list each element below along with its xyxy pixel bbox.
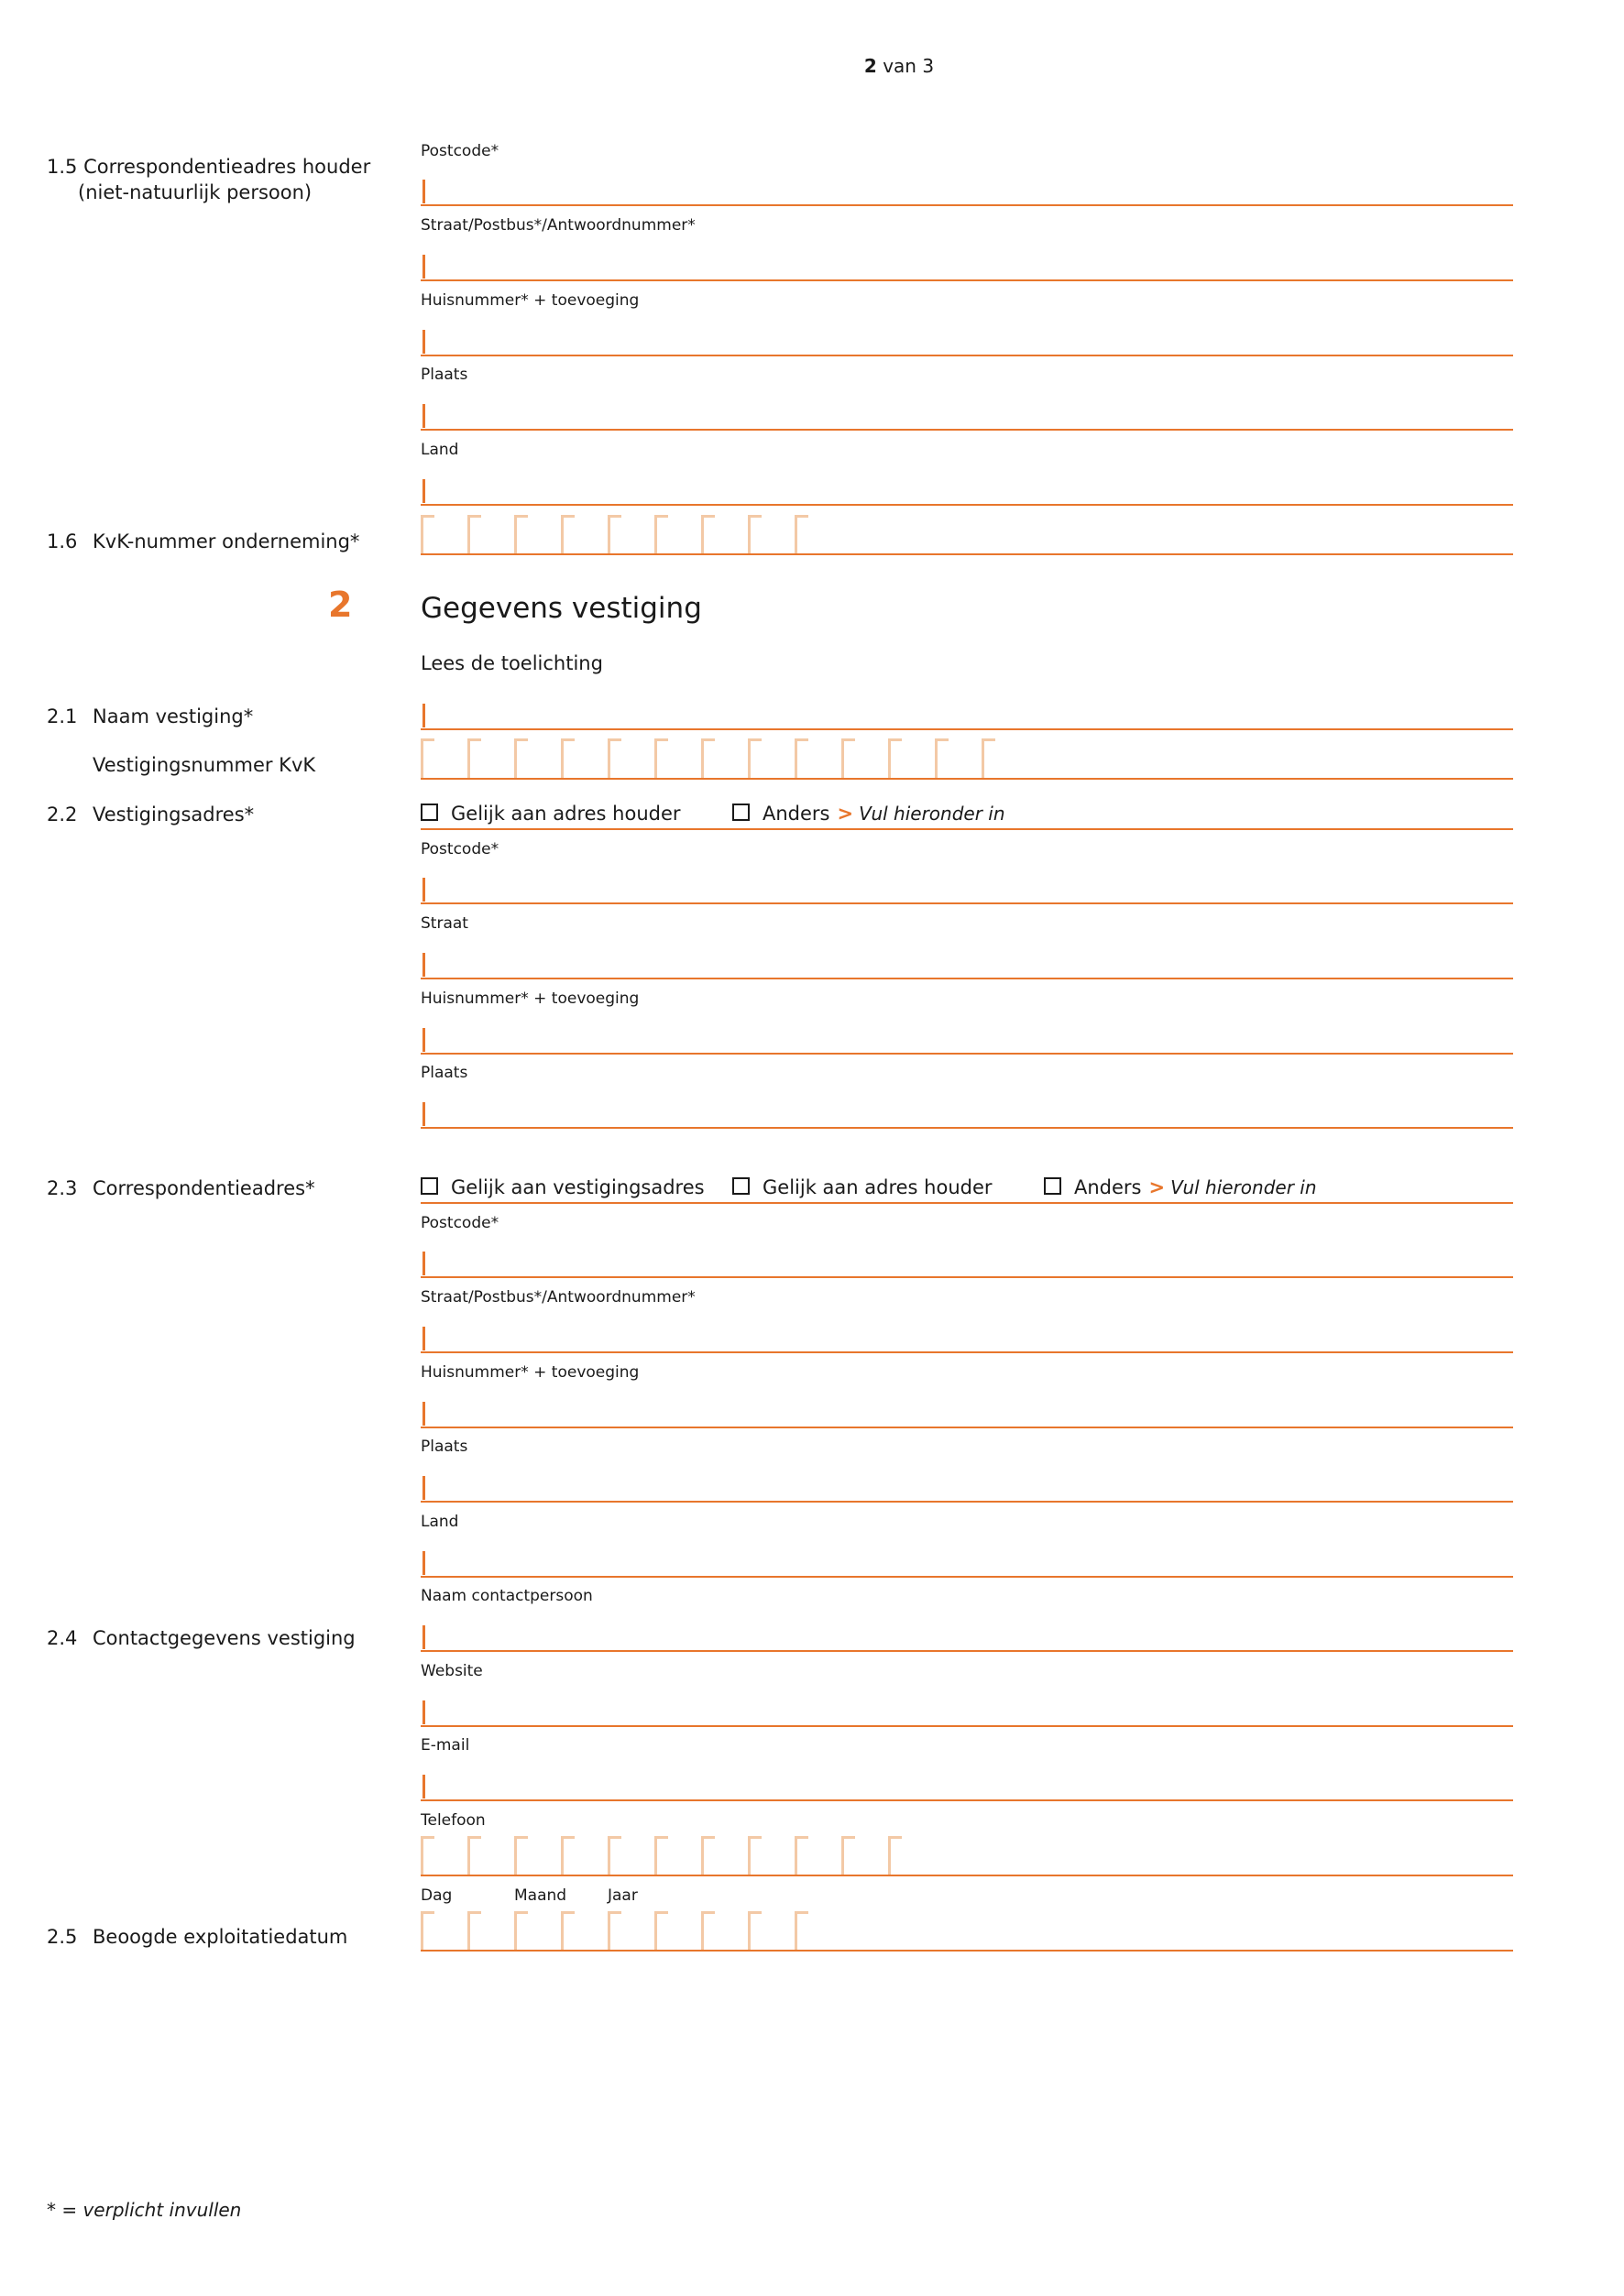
checkbox[interactable] (421, 804, 438, 821)
vestigingsadres-options-line (421, 828, 1513, 830)
corr-plaats-input[interactable] (421, 1501, 1513, 1503)
comb-cell (421, 738, 434, 778)
comb-cell (795, 738, 808, 778)
date-label-dag: Dag (421, 1886, 453, 1905)
naam-vestiging-input[interactable] (421, 728, 1513, 730)
option-gelijk-vestigingsadres[interactable]: Gelijk aan vestigingsadres (421, 1176, 705, 1198)
comb-cell (467, 738, 481, 778)
section-title: Gegevens vestiging (421, 592, 702, 625)
field-label-huisnummer: Huisnummer* + toevoeging (421, 291, 640, 310)
q25-label: 2.5 Beoogde exploitatiedatum (47, 1926, 348, 1948)
footer-note: * = verplicht invullen (47, 2199, 242, 2221)
text-cursor (422, 1102, 425, 1126)
option-gelijk-adres-houder[interactable]: Gelijk aan adres houder (421, 803, 681, 825)
field-label-land: Land (421, 441, 459, 459)
field-label-huisnummer: Huisnummer* + toevoeging (421, 1363, 640, 1382)
field-label-land: Land (421, 1513, 459, 1531)
comb-cell (935, 738, 949, 778)
arrow-right-icon: > (1148, 1176, 1166, 1198)
comb-cell (888, 1836, 902, 1875)
comb-cell (467, 1836, 481, 1875)
field-label-plaats: Plaats (421, 1064, 468, 1082)
comb-cell (608, 1911, 621, 1951)
q15-label-sub: (niet-natuurlijk persoon) (78, 181, 313, 203)
text-cursor (422, 1625, 425, 1649)
text-cursor (422, 1252, 425, 1275)
vestiging-huisnummer-input[interactable] (421, 1053, 1513, 1055)
comb-cell (795, 515, 808, 554)
option-anders[interactable]: Anders > Vul hieronder in (732, 803, 1005, 825)
field-label-plaats: Plaats (421, 366, 468, 384)
field-label-huisnummer: Huisnummer* + toevoeging (421, 989, 640, 1008)
comb-cell (421, 1911, 434, 1951)
comb-cell (514, 738, 528, 778)
comb-cell (561, 1911, 575, 1951)
text-cursor (422, 1476, 425, 1500)
land-input[interactable] (421, 504, 1513, 506)
page-indicator: 2 van 3 (863, 55, 935, 77)
field-label-postcode: Postcode* (421, 1214, 499, 1232)
q15-label: 1.5 Correspondentieadres houder (47, 156, 371, 178)
checkbox[interactable] (732, 804, 750, 821)
comb-cell (654, 1836, 668, 1875)
checkbox[interactable] (1044, 1177, 1061, 1195)
comb-cell (654, 1911, 668, 1951)
q22-label: 2.2 Vestigingsadres* (47, 804, 255, 825)
text-cursor (422, 255, 425, 279)
text-cursor (422, 878, 425, 902)
field-label-telefoon: Telefoon (421, 1811, 486, 1830)
correspondentieadres-options-line (421, 1202, 1513, 1204)
comb-cell (561, 515, 575, 554)
help-text: Lees de toelichting (421, 652, 603, 674)
q16-label: 1.6 KvK-nummer onderneming* (47, 530, 360, 552)
vestigingsnummer-line (421, 778, 1513, 780)
checkbox[interactable] (732, 1177, 750, 1195)
comb-cell (467, 515, 481, 554)
comb-cell (701, 515, 715, 554)
text-cursor (422, 404, 425, 428)
date-label-maand: Maand (514, 1886, 567, 1905)
comb-cell (654, 515, 668, 554)
text-cursor (422, 180, 425, 203)
text-cursor (422, 479, 425, 503)
comb-cell (748, 1911, 762, 1951)
q23-label: 2.3 Correspondentieadres* (47, 1177, 315, 1199)
text-cursor (422, 1700, 425, 1724)
vestiging-postcode-input[interactable] (421, 902, 1513, 904)
field-label-website: Website (421, 1662, 483, 1680)
text-cursor (422, 1551, 425, 1575)
field-label-straat: Straat (421, 914, 468, 933)
comb-cell (654, 738, 668, 778)
field-label-plaats: Plaats (421, 1438, 468, 1456)
comb-cell (561, 1836, 575, 1875)
field-label-email: E-mail (421, 1736, 470, 1755)
corr-straat-input[interactable] (421, 1351, 1513, 1353)
text-cursor (422, 1327, 425, 1350)
text-cursor (422, 1402, 425, 1426)
text-cursor (422, 1028, 425, 1052)
email-input[interactable] (421, 1799, 1513, 1801)
text-cursor (422, 953, 425, 977)
comb-cell (421, 515, 434, 554)
arrow-right-icon: > (837, 803, 854, 825)
comb-cell (701, 738, 715, 778)
contactpersoon-input[interactable] (421, 1650, 1513, 1652)
section-number: 2 (328, 585, 353, 625)
comb-cell (608, 1836, 621, 1875)
vestiging-plaats-input[interactable] (421, 1127, 1513, 1129)
comb-cell (421, 1836, 434, 1875)
comb-cell (748, 738, 762, 778)
field-label-straat: Straat/Postbus*/Antwoordnummer* (421, 1288, 696, 1307)
vestigingsnummer-label: Vestigingsnummer KvK (93, 754, 316, 776)
comb-cell (561, 738, 575, 778)
corr-land-input[interactable] (421, 1576, 1513, 1578)
comb-cell (888, 738, 902, 778)
text-cursor (422, 1775, 425, 1799)
comb-cell (514, 1836, 528, 1875)
comb-cell (795, 1911, 808, 1951)
vestiging-straat-input[interactable] (421, 978, 1513, 979)
straat-input[interactable] (421, 279, 1513, 281)
comb-cell (748, 515, 762, 554)
comb-cell (701, 1836, 715, 1875)
comb-cell (748, 1836, 762, 1875)
checkbox[interactable] (421, 1177, 438, 1195)
postcode-input[interactable] (421, 204, 1513, 206)
comb-cell (467, 1911, 481, 1951)
exploitatiedatum-line (421, 1950, 1513, 1952)
kvk-nummer-line (421, 553, 1513, 555)
corr-huisnummer-input[interactable] (421, 1427, 1513, 1428)
comb-cell (514, 515, 528, 554)
text-cursor (422, 330, 425, 354)
plaats-input[interactable] (421, 429, 1513, 431)
comb-cell (608, 515, 621, 554)
field-label-postcode: Postcode* (421, 142, 499, 160)
comb-cell (982, 738, 995, 778)
field-label-straat: Straat/Postbus*/Antwoordnummer* (421, 216, 696, 235)
comb-cell (514, 1911, 528, 1951)
q24-label: 2.4 Contactgegevens vestiging (47, 1627, 356, 1649)
corr-postcode-input[interactable] (421, 1276, 1513, 1278)
telefoon-line (421, 1875, 1513, 1876)
comb-cell (841, 738, 855, 778)
q21-label: 2.1 Naam vestiging* (47, 705, 254, 727)
comb-cell (841, 1836, 855, 1875)
field-label-postcode: Postcode* (421, 840, 499, 858)
text-cursor (422, 704, 425, 727)
option-gelijk-adres-houder[interactable]: Gelijk aan adres houder (732, 1176, 993, 1198)
field-label-contactpersoon: Naam contactpersoon (421, 1587, 593, 1605)
website-input[interactable] (421, 1725, 1513, 1727)
comb-cell (608, 738, 621, 778)
comb-cell (795, 1836, 808, 1875)
huisnummer-input[interactable] (421, 355, 1513, 356)
option-anders[interactable]: Anders > Vul hieronder in (1044, 1176, 1317, 1198)
comb-cell (701, 1911, 715, 1951)
date-label-jaar: Jaar (608, 1886, 638, 1905)
